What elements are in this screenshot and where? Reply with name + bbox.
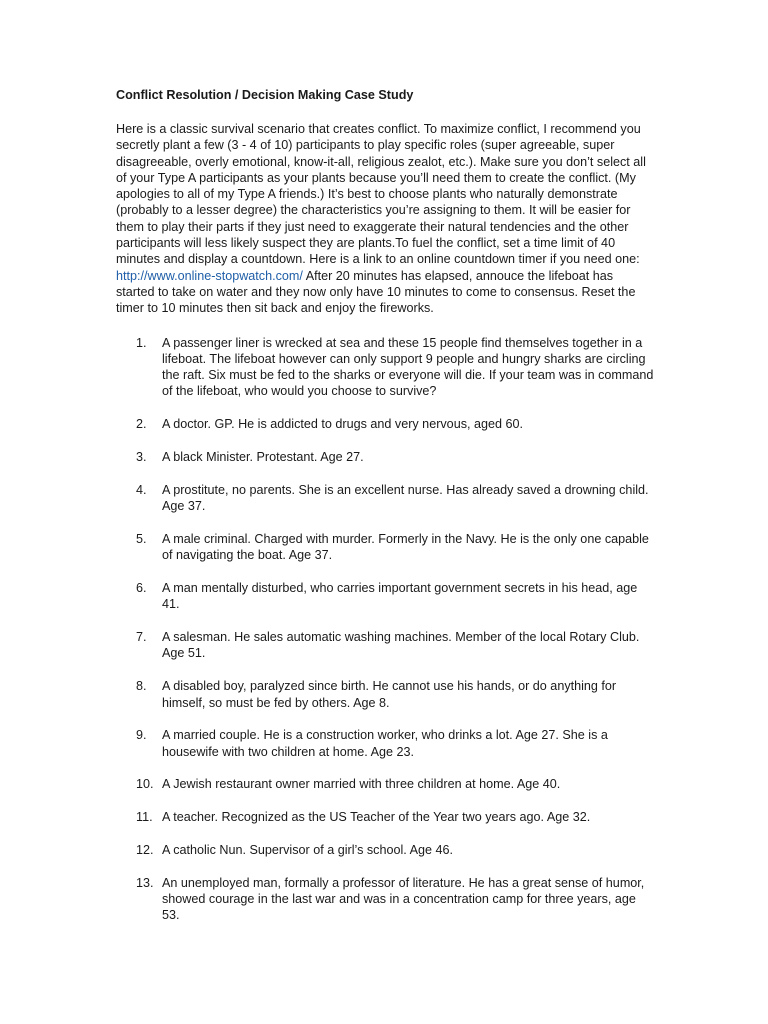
- list-item-text: A prostitute, no parents. She is an excellent nurse. Has already saved a drowning child. Age 37.: [162, 482, 649, 514]
- list-item: [116, 580, 654, 613]
- list-item-number: 4.: [136, 482, 147, 497]
- stopwatch-link[interactable]: http://www.online-stopwatch.com/: [116, 268, 303, 283]
- list-item-number: 12.: [136, 843, 154, 857]
- scenario-list: [116, 335, 654, 924]
- list-item: [116, 678, 654, 711]
- list-item-text: A man mentally disturbed, who carries important government secrets in his head, age 41.: [162, 581, 638, 612]
- list-item: [116, 416, 654, 432]
- list-item-number: 11.: [136, 810, 153, 825]
- list-item-text: A passenger liner is wrecked at sea and these 15 people find themselves together in a lifeboat. The lifeboat however can only support 9 people and hungry sharks are circling the raft. Six must be fed to the sharks or everyone will die. If your team was in command of the lifeboat, who would you choose to survive?: [162, 335, 654, 399]
- list-item-number: 2.: [136, 417, 147, 432]
- list-item-number: 6.: [136, 581, 147, 596]
- intro-text-before-link: Here is a classic survival scenario that creates conflict. To maximize conflict, I recommend you secretly plant a few (3 - 4 of 10) participants to play specific roles (super agreeable, super disagreeable, overly emotional, know-it-all, religious zealot, etc.). Make sure you don’t select all of your Type A participants as your plants because you’ll need them to create the conflict. (My apologies to all of my Type A friends.) It’s best to choose plants who naturally demonstrate (probably to a lesser degree) the characteristics you’re assigning to them. It will be easier for them to play their parts if they just need to exaggerate their natural tendencies and the other participants will less likely suspect they are plants.To fuel the conflict, set a time limit of 40 minutes and display a countdown. Here is a link to an online countdown timer if you need one:: [116, 122, 646, 267]
- intro-text-after-link: After 20 minutes has elapsed, annouce the lifeboat has started to take on water and they now only have 10 minutes to come to consensus. Reset the timer to 10 minutes then sit back and enjoy the fireworks.: [116, 268, 636, 316]
- list-item-number: 3.: [136, 450, 147, 465]
- list-item-number: 8.: [136, 679, 147, 694]
- list-item-text: An unemployed man, formally a professor of literature. He has a great sense of humor, showed courage in the last war and was in a concentration camp for three years, age 53.: [162, 875, 645, 923]
- list-item-text: A catholic Nun. Supervisor of a girl’s school. Age 46.: [162, 843, 453, 857]
- list-item-text: A salesman. He sales automatic washing machines. Member of the local Rotary Club. Age 51.: [162, 630, 640, 661]
- list-item-text: A male criminal. Charged with murder. Formerly in the Navy. He is the only one capable of navigating the boat. Age 37.: [162, 531, 649, 563]
- list-item: [116, 776, 654, 792]
- list-item: [116, 335, 654, 400]
- list-item-text: A disabled boy, paralyzed since birth. He cannot use his hands, or do anything for himself, so must be fed by others. Age 8.: [162, 679, 617, 710]
- document-content: [116, 86, 654, 940]
- document-title: Conflict Resolution / Decision Making Case Study: [116, 88, 414, 102]
- list-item-number: 5.: [136, 531, 147, 546]
- list-item-number: 1.: [136, 335, 147, 350]
- list-item: [116, 875, 654, 924]
- list-item-text: A teacher. Recognized as the US Teacher of the Year two years ago. Age 32.: [162, 810, 591, 825]
- intro-paragraph: [116, 121, 654, 317]
- list-item-number: 7.: [136, 630, 147, 645]
- list-item-number: 9.: [136, 728, 147, 743]
- list-item: [116, 809, 654, 825]
- list-item-text: A doctor. GP. He is addicted to drugs and very nervous, aged 60.: [162, 417, 524, 432]
- list-item: [116, 482, 654, 515]
- list-item: [116, 629, 654, 662]
- list-item-text: A married couple. He is a construction worker, who drinks a lot. Age 27. She is a housewife with two children at home. Age 23.: [162, 728, 608, 759]
- list-item-text: A Jewish restaurant owner married with three children at home. Age 40.: [162, 777, 561, 792]
- list-item: [116, 842, 654, 858]
- list-item-number: 13.: [136, 875, 154, 890]
- list-item: [116, 727, 654, 760]
- list-item: [116, 449, 654, 465]
- list-item: [116, 531, 654, 564]
- list-item-text: A black Minister. Protestant. Age 27.: [162, 450, 364, 465]
- list-item-number: 10.: [136, 777, 154, 792]
